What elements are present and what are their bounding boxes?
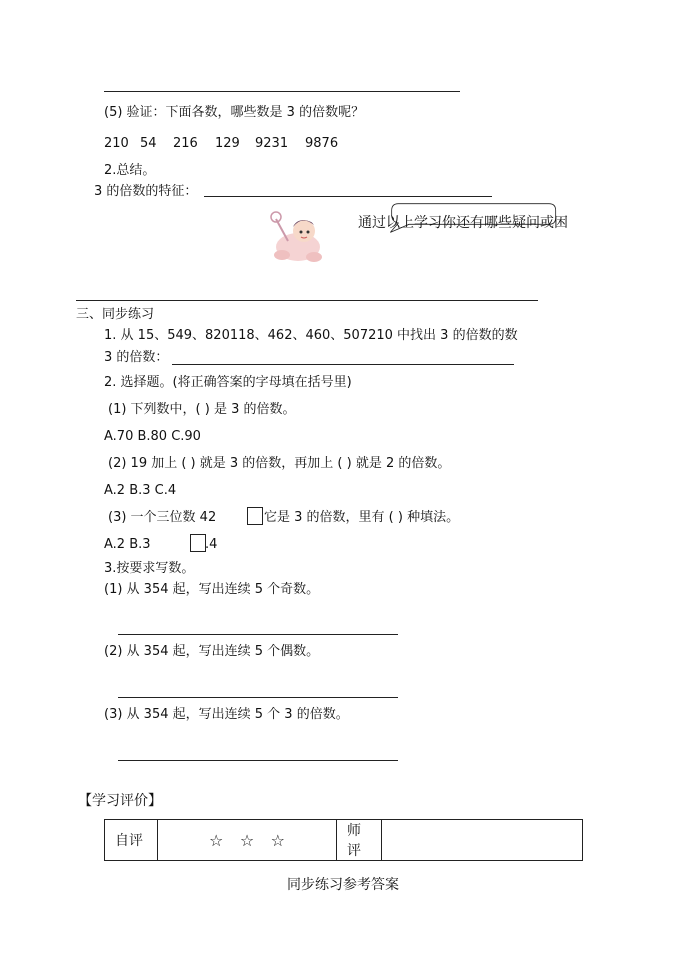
question-1-answer-label: 3 的倍数： [104, 350, 169, 365]
question-1: 1. 从 15、549、820118、462、460、507210 中找出 3 的倍数的数 [104, 328, 518, 343]
question-2-1-options: A.70 B.80 C.90 [104, 429, 201, 444]
question-2-2-options: A.2 B.3 C.4 [104, 483, 177, 498]
star-icon[interactable]: ☆ [270, 830, 285, 850]
question-3-3-answer-line [118, 760, 398, 761]
verify-number: 129 [215, 136, 240, 151]
question-3-1-answer-line [118, 634, 398, 635]
question-3-1: (1) 从 354 起，写出连续 5 个奇数。 [104, 582, 320, 597]
question-2-3-part-a: (3) 一个三位数 42 [108, 510, 217, 525]
question-2: 2. 选择题。(将正确答案的字母填在括号里) [104, 375, 352, 390]
section-divider [76, 300, 538, 301]
question-3: 3.按要求写数。 [104, 561, 195, 576]
feature-label: 3 的倍数的特征： [94, 184, 198, 199]
question-2-3-part-b: 它是 3 的倍数，里有 ( ) 种填法。 [264, 510, 460, 525]
question-1-answer-line [172, 364, 514, 365]
digit-blank-box[interactable] [247, 507, 263, 525]
question-2-1: (1) 下列数中，( ) 是 3 的倍数。 [108, 402, 296, 417]
verify-number: 216 [173, 136, 198, 151]
question-3-2: (2) 从 354 起，写出连续 5 个偶数。 [104, 644, 320, 659]
star-rating[interactable] [158, 820, 337, 861]
question-3-2-answer-line [118, 697, 398, 698]
top-answer-line [104, 91, 460, 92]
feature-answer-line [204, 196, 492, 197]
verify-number: 210 [104, 136, 129, 151]
option-c-box[interactable] [190, 534, 206, 552]
evaluation-table [104, 819, 583, 861]
question-2-3-option-c: .4 [205, 537, 218, 552]
verify-number: 9876 [305, 136, 339, 151]
question-3-3: (3) 从 354 起，写出连续 5 个 3 的倍数。 [104, 707, 349, 722]
evaluation-title: 【学习评价】 [78, 793, 162, 809]
question-2-3-options: A.2 B.3 [104, 537, 151, 552]
footer-answers-title: 同步练习参考答案 [287, 877, 399, 893]
verify-number: 54 [140, 136, 157, 151]
verify-title: (5) 验证：下面各数，哪些数是 3 的倍数呢？ [104, 105, 365, 120]
section3-title: 三、同步练习 [76, 307, 155, 322]
summary-title: 2.总结。 [104, 163, 156, 178]
teacher-eval-cell[interactable] [382, 820, 583, 861]
teacher-eval-label: 师评 [337, 820, 382, 861]
self-eval-label: 自评 [105, 820, 158, 861]
star-icon[interactable]: ☆ [209, 830, 224, 850]
star-icon[interactable]: ☆ [239, 830, 255, 850]
verify-number: 9231 [255, 136, 289, 151]
speech-bubble-text: 通过以上学习你还有哪些疑问或困 [358, 215, 568, 231]
question-2-2: (2) 19 加上 ( ) 就是 3 的倍数，再加上 ( ) 就是 2 的倍数。 [108, 456, 451, 471]
child-illustration-icon [268, 211, 328, 265]
